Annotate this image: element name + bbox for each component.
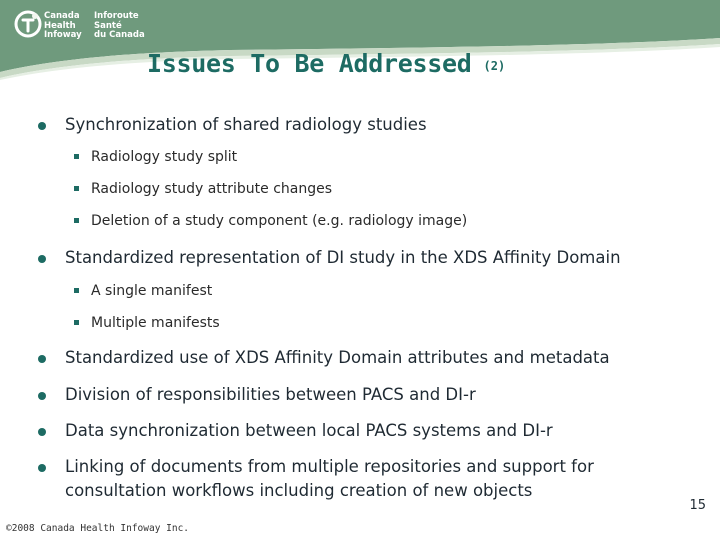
sub-bullet-text: Radiology study split xyxy=(91,149,238,165)
sub-bullet-square-icon xyxy=(74,154,79,159)
logo-line-1-en: Canada xyxy=(44,11,80,21)
bullet-text: Synchronization of shared radiology studies xyxy=(65,115,427,134)
sub-bullet-square-icon xyxy=(74,218,79,223)
sub-bullet-text: Multiple manifests xyxy=(91,315,220,331)
bullet-text: Data synchronization between local PACS systems and DI-r xyxy=(65,421,553,440)
sub-bullet-text: Radiology study attribute changes xyxy=(91,181,333,197)
logo-line-1-fr: Inforoute xyxy=(94,11,139,21)
sub-bullet-text: Deletion of a study component (e.g. radiology image) xyxy=(91,213,468,229)
bullet-text: Division of responsibilities between PACS and DI-r xyxy=(65,385,476,404)
sub-bullet-square-icon xyxy=(74,320,79,325)
bullet-text: Standardized use of XDS Affinity Domain attributes and metadata xyxy=(65,348,610,367)
bullet-dot-icon xyxy=(38,255,46,263)
bullet-text: consultation workflows including creation of new objects xyxy=(65,481,533,500)
bullet-dot-icon xyxy=(38,428,46,436)
page-number: 15 xyxy=(689,498,706,513)
bullet-text: Standardized representation of DI study in the XDS Affinity Domain xyxy=(65,248,621,267)
logo-line-3-fr: du Canada xyxy=(94,30,145,40)
logo-line-2-en: Health xyxy=(44,20,76,31)
slide-title-suffix: (2) xyxy=(483,59,506,73)
bullet-dot-icon xyxy=(38,122,46,130)
bullet-dot-icon xyxy=(38,355,46,363)
bullet-dot-icon xyxy=(38,464,46,472)
sub-bullet-square-icon xyxy=(74,186,79,191)
copyright-notice: ©2008 Canada Health Infoway Inc. xyxy=(6,523,190,534)
sub-bullet-text: A single manifest xyxy=(91,283,213,299)
logo-line-2-fr: Santé xyxy=(94,20,122,31)
sub-bullet-square-icon xyxy=(74,288,79,293)
slide-title-text: Issues To Be Addressed xyxy=(147,49,472,78)
logo-line-3-en: Infoway xyxy=(44,30,82,40)
bullet-dot-icon xyxy=(38,392,46,400)
bullet-text: Linking of documents from multiple repositories and support for xyxy=(65,457,594,476)
